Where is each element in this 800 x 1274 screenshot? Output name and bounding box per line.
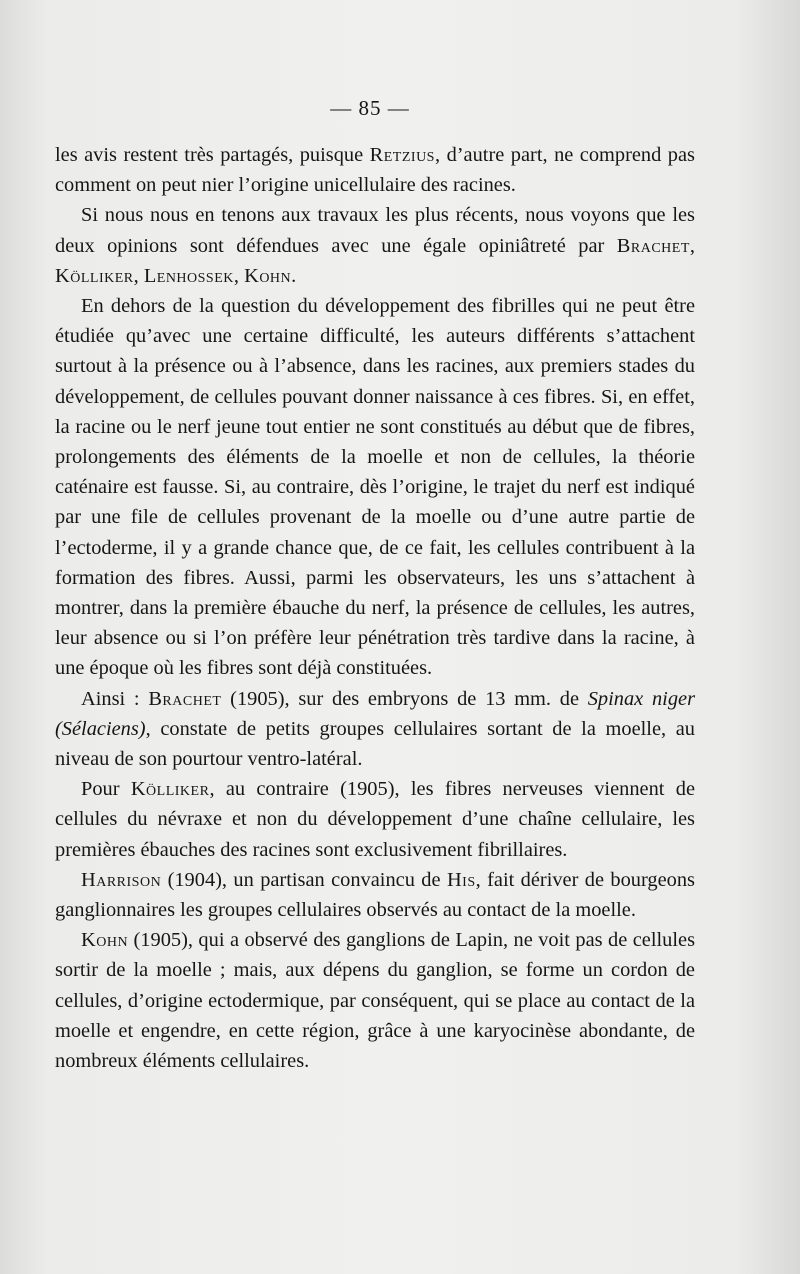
text-run: les avis restent très partagés, puisque (55, 144, 370, 166)
text-run: . (291, 264, 297, 287)
text-run: (1905), sur des embryons de 13 mm. de (221, 687, 588, 710)
paragraph (55, 200, 695, 291)
author-name: Retzius (369, 144, 435, 166)
text-run: Ainsi : (81, 687, 149, 710)
author-name: Harrison (81, 868, 162, 891)
text-run: , (689, 234, 695, 257)
paragraph (55, 774, 695, 865)
paragraph (55, 291, 695, 684)
author-name: Kölliker (130, 778, 210, 801)
body-text (55, 140, 695, 1076)
author-name: Kohn (81, 929, 129, 952)
author-name: Brachet (148, 687, 222, 710)
author-name: Kölliker (55, 264, 134, 287)
text-run: , d’autre part, ne comprend pas comment on peut nier l’origine unicellulaire des racines. (55, 144, 695, 197)
author-name: His (446, 868, 476, 891)
paragraph (55, 140, 695, 200)
paragraph (55, 684, 695, 775)
text-run: , (133, 264, 144, 287)
text-run: , (233, 264, 245, 287)
paragraph (55, 865, 695, 925)
text-run: (1904), un partisan convaincu de (161, 868, 447, 891)
text-run: , au contraire (1905), les fibres nerveuses viennent de cellules du névraxe et non du développement d’une chaîne cellulaire, les premières ébauches des racines sont exclusivement fibrillaires. (55, 778, 695, 861)
author-name: Brachet (616, 234, 690, 257)
text-run: , fait dériver de bourgeons ganglionnaires les groupes cellulaires observés au contact de la moelle. (55, 868, 695, 922)
text-run: En dehors de la question du développement des fibrilles qui ne peut être étudiée qu’avec une certaine difficulté, les auteurs différents s’attachent surtout à la présence ou à l’absence, dans les racines, aux premiers stades du développement, de cellules pouvant donner naissance à ces fibres. Si, en effet, la racine ou le nerf jeune tout entier ne sont constitués au début que de fibres, prolongements des éléments de la moelle et non de cellules, la théorie caténaire est fausse. Si, au contraire, dès l’origine, le trajet du nerf est indiqué par une file de cellules provenant de la moelle ou d’une autre partie de l’ectoderme, il y a grande chance que, de ce fait, les cellules contribuent à la formation des fibres. Aussi, parmi les observateurs, les uns s’attachent à montrer, dans la première ébauche du nerf, la présence de cellules, les autres, leur absence ou si l’on préfère leur pénétration très tardive dans la racine, à une époque où les fibres sont déjà constituées. (55, 295, 695, 680)
author-name: Kohn (244, 264, 292, 287)
text-run: (1905), qui a observé des ganglions de Lapin, ne voit pas de cellules sortir de la moelle ; mais, aux dépens du ganglion, se forme un cordon de cellules, d’origine ectodermique, par conséquent, qui se place au contact de la moelle et engendre, en cette région, grâce à une karyocinèse abondante, de nombreux éléments cellulaires. (55, 929, 695, 1073)
text-run: Pour (81, 778, 131, 801)
author-name: Lenhossek (143, 264, 234, 287)
italic-term: Spinax niger (Sélaciens) (55, 687, 696, 740)
text-run: , constate de petits groupes cellulaires sortant de la moelle, au niveau de son pourtour ventro-latéral. (55, 717, 695, 771)
page-number: — 85 — (330, 96, 410, 120)
text-run: Si nous nous en tenons aux travaux les plus récents, nous voyons que les deux opinions sont défendues avec une égale opiniâtreté par (55, 204, 695, 257)
paragraph (55, 925, 695, 1076)
